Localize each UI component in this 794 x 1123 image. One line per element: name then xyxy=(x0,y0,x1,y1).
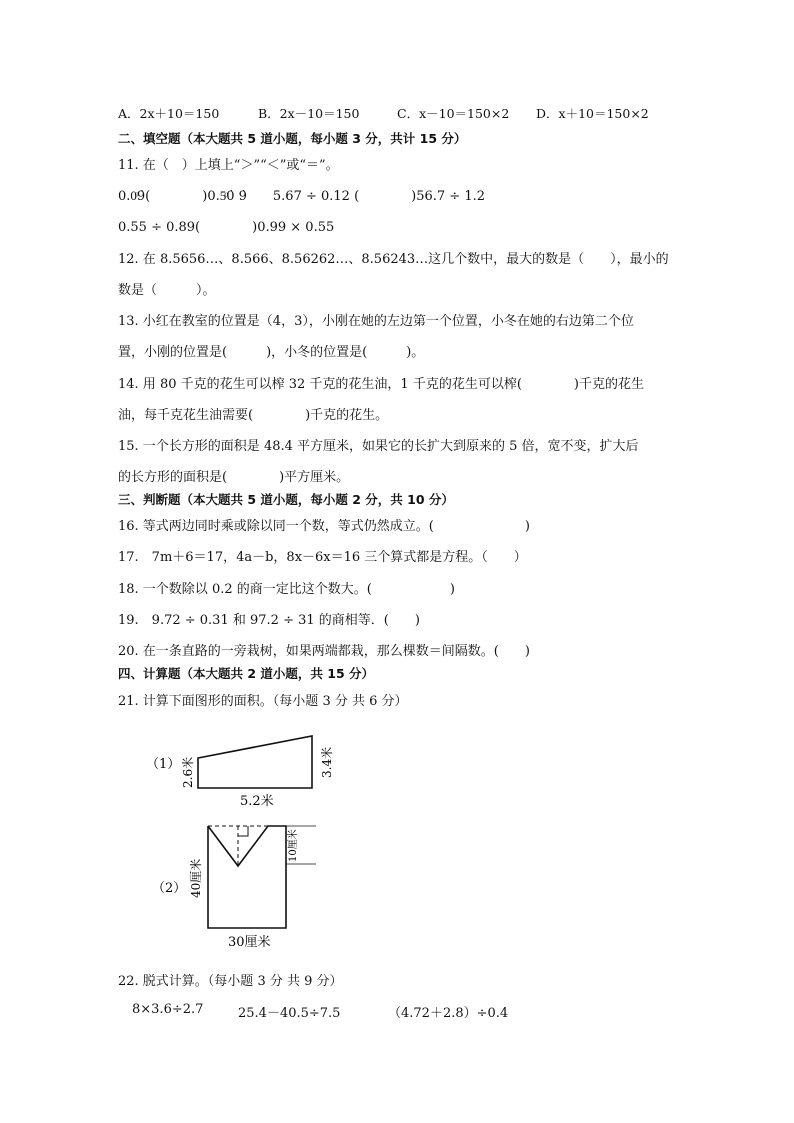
figure-2-label: （2） xyxy=(152,881,187,896)
q15-line-1: 15. 一个长方形的面积是 48.4 平方厘米，如果它的长扩大到原来的 5 倍，宽不变，扩大后 xyxy=(118,439,639,454)
q14-line-2: 油，每千克花生油需要( )千克的花生。 xyxy=(118,408,389,423)
section-3-title: 三、判断题（本大题共 5 道小题，每小题 2 分，共 10 分） xyxy=(118,492,454,507)
q12-line-2: 数是（ ）。 xyxy=(118,283,216,298)
q11-row-2: 0.55 ÷ 0.89( )0.99 × 0.55 xyxy=(118,220,335,235)
right-angle-mark xyxy=(238,826,248,836)
rectangle-height: 40厘米 xyxy=(189,858,203,898)
notched-rectangle-shape xyxy=(208,826,286,928)
q22-item-1: 8×3.6÷2.7 xyxy=(132,1002,204,1017)
trapezoid-shape xyxy=(198,736,312,788)
q22-item-2: 25.4－40.5÷7.5 xyxy=(238,1006,341,1021)
q11-row-1: 0.0ͦ9̇( )0.5ͦ0̇ 9̇ 5.67 ÷ 0.12 ( )56.7 ÷ 1.2 xyxy=(118,189,485,204)
figure-1-label: （1） xyxy=(146,757,181,772)
q22-item-3: （4.72＋2.8）÷0.4 xyxy=(388,1006,509,1021)
q13-line-2: 置，小刚的位置是( )，小冬的位置是( )。 xyxy=(118,345,425,360)
option-b: B．2x－10＝150 xyxy=(258,106,360,121)
figure-notched-rectangle xyxy=(140,818,340,954)
notch-depth: 10厘米 xyxy=(288,829,299,862)
q15-line-2: 的长方形的面积是( )平方厘米。 xyxy=(118,470,350,485)
section-2-title: 二、填空题（本大题共 5 道小题，每小题 3 分，共计 15 分） xyxy=(118,131,467,146)
trapezoid-right-height: 3.4米 xyxy=(320,746,334,778)
q17: 17. 7m＋6＝17，4a－b，8x－6x＝16 三个算式都是方程。（ ） xyxy=(118,550,527,565)
figure-trapezoid xyxy=(140,726,340,812)
section-4-title: 四、计算题（本大题共 2 道小题，共 15 分） xyxy=(118,666,375,681)
rectangle-width: 30厘米 xyxy=(228,935,271,950)
q18: 18. 一个数除以 0.2 的商一定比这个数大。( ) xyxy=(118,582,455,597)
option-a: A．2x＋10＝150 xyxy=(118,106,220,121)
q14-line-1: 14. 用 80 千克的花生可以榨 32 千克的花生油，1 千克的花生可以榨( )千克的花生 xyxy=(118,377,644,392)
q12-line-1: 12. 在 8.5656…、8.566、8.56262…、8.56243…这几个数中，最大的数是（ ），最小的 xyxy=(118,252,669,267)
q13-line-1: 13. 小红在教室的位置是（4，3），小刚在她的左边第一个位置，小冬在她的右边第二个位 xyxy=(118,314,634,329)
q20: 20. 在一条直路的一旁栽树，如果两端都栽，那么棵数＝间隔数。( ) xyxy=(118,644,530,659)
q11-stem: 11. 在（ ）上填上“＞”“＜”或“＝”。 xyxy=(118,158,339,173)
q19: 19. 9.72 ÷ 0.31 和 97.2 ÷ 31 的商相等．( ) xyxy=(118,613,420,628)
option-c: C．x－10＝150×2 xyxy=(397,106,510,121)
trapezoid-bottom: 5.2米 xyxy=(240,794,274,809)
q16: 16. 等式两边同时乘或除以同一个数，等式仍然成立。( ) xyxy=(118,519,530,534)
q22-stem: 22. 脱式计算。（每小题 3 分 共 9 分） xyxy=(118,974,343,989)
q21-stem: 21. 计算下面图形的面积。（每小题 3 分 共 6 分） xyxy=(118,694,408,709)
option-d: D．x＋10＝150×2 xyxy=(536,106,649,121)
trapezoid-left-height: 2.6米 xyxy=(181,756,195,788)
